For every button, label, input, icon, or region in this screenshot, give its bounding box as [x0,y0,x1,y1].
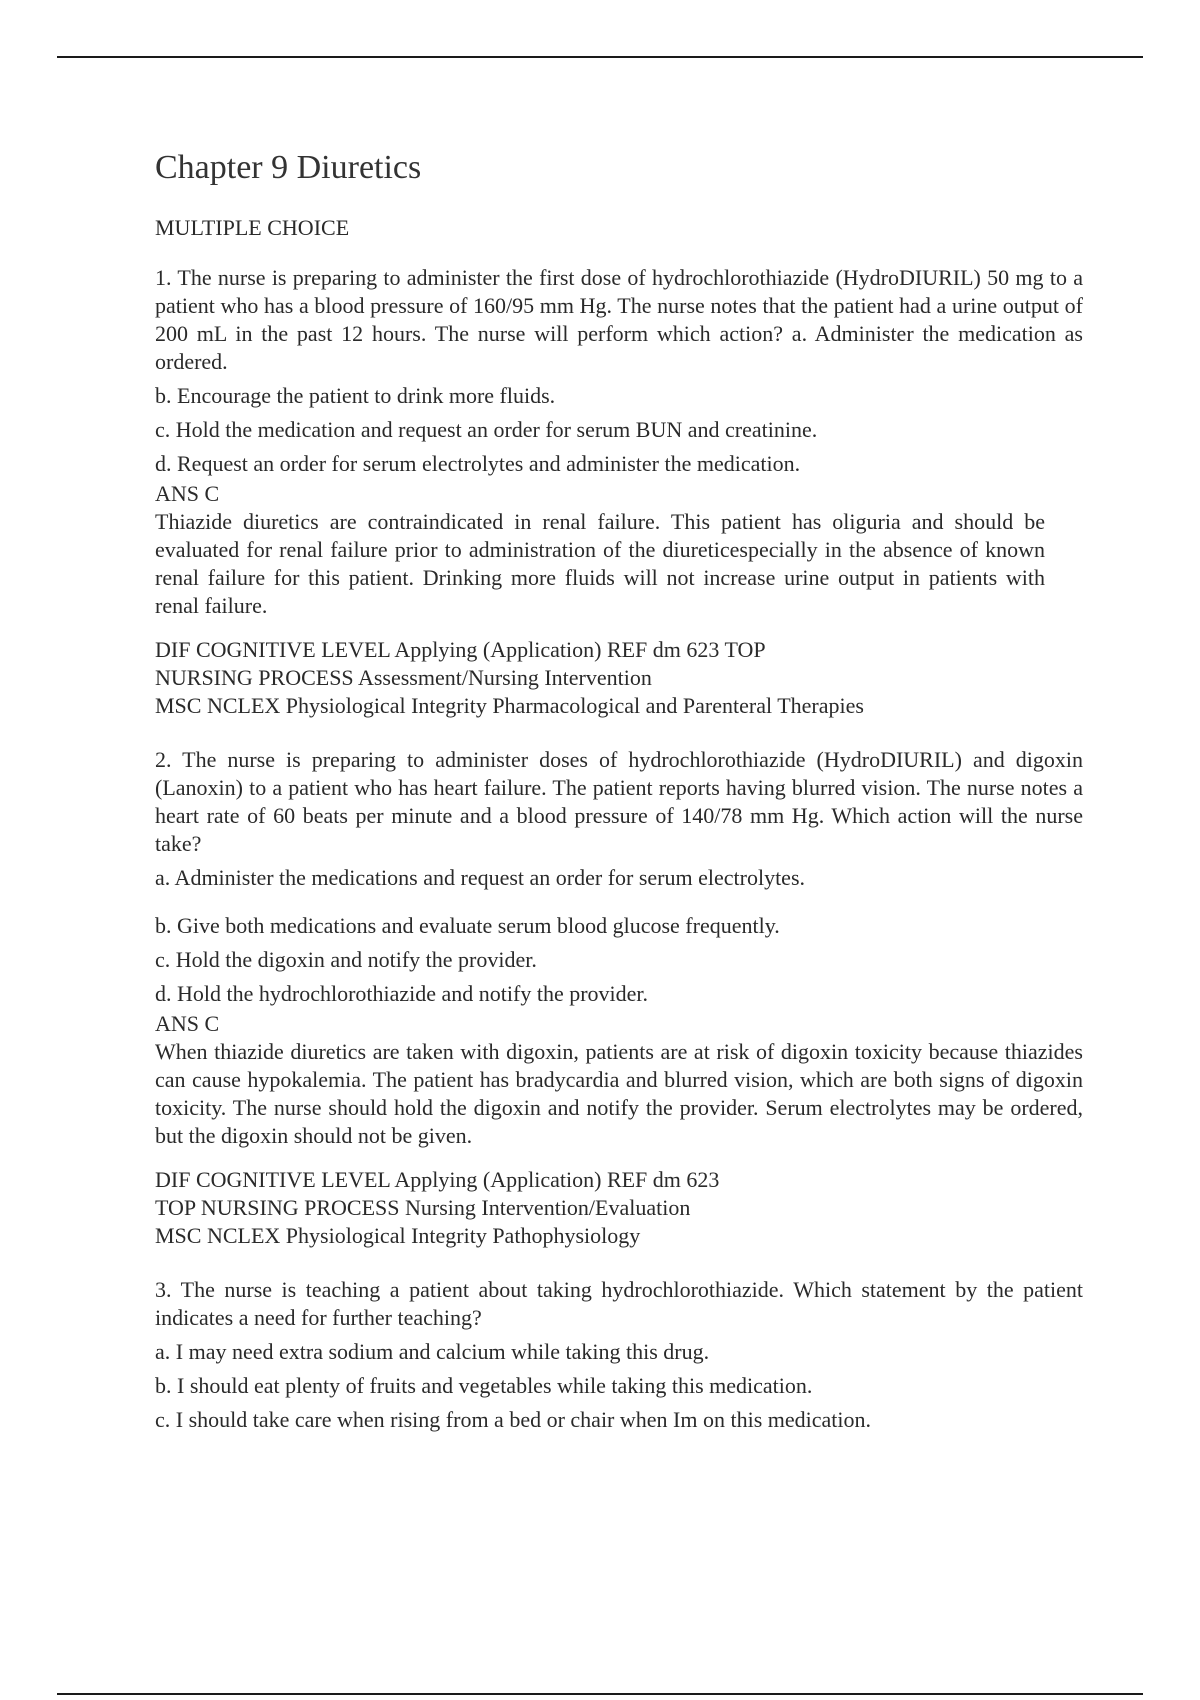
section-heading: MULTIPLE CHOICE [155,215,350,240]
question-stem: 1. The nurse is preparing to administer the first dose of hydrochlorothiazide (HydroDIURIL) 50 mg to a patient who has a blood pressure of 160/95 mm Hg. The nurse notes that the patient had a urine output of 200 mL in the past 12 hours. The nurse will perform which action? a. Administer the medication as ordered. [155,265,1083,374]
answer-option: c. I should take care when rising from a bed or chair when Im on this medication. [155,1407,871,1432]
answer-option: d. Request an order for serum electrolytes and administer the medication. [155,451,801,476]
metadata-line: NURSING PROCESS Assessment/Nursing Intervention [155,665,652,690]
answer-option: c. Hold the medication and request an order for serum BUN and creatinine. [155,417,818,442]
metadata-line: MSC NCLEX Physiological Integrity Pathophysiology [155,1223,641,1248]
chapter-title: Chapter 9 Diuretics [155,149,422,186]
footer-rule [57,1693,1143,1695]
document-body [155,140,1083,1440]
answer-key: ANS C [155,1011,220,1036]
question-2 [155,746,1083,1250]
question-3 [155,1276,1083,1434]
metadata-line: DIF COGNITIVE LEVEL Applying (Application) REF dm 623 TOP [155,637,766,662]
answer-option: a. Administer the medications and request an order for serum electrolytes. [155,865,806,890]
answer-option: d. Hold the hydrochlorothiazide and notify the provider. [155,981,649,1006]
metadata-line: TOP NURSING PROCESS Nursing Intervention/Evaluation [155,1195,691,1220]
metadata-line: DIF COGNITIVE LEVEL Applying (Application) REF dm 623 [155,1167,720,1192]
question-metadata [155,1166,1083,1250]
answer-key: ANS C [155,481,220,506]
question-metadata [155,636,1083,720]
metadata-line: MSC NCLEX Physiological Integrity Pharmacological and Parenteral Therapies [155,693,864,718]
question-stem: 3. The nurse is teaching a patient about taking hydrochlorothiazide. Which statement by the patient indicates a need for further teaching? [155,1277,1083,1330]
answer-option: a. I may need extra sodium and calcium while taking this drug. [155,1339,710,1364]
question-1 [155,264,1083,720]
rationale: When thiazide diuretics are taken with digoxin, patients are at risk of digoxin toxicity because thiazides can cause hypokalemia. The patient has bradycardia and blurred vision, which are both signs of digoxin toxicity. The nurse should hold the digoxin and notify the provider. Serum electrolytes may be ordered, but the digoxin should not be given. [155,1039,1083,1148]
rationale: Thiazide diuretics are contraindicated in renal failure. This patient has oliguria and should be evaluated for renal failure prior to administration of the diureticespecially in the absence of known renal failure for this patient. Drinking more fluids will not increase urine output in patients with renal failure. [155,509,1045,618]
answer-option: c. Hold the digoxin and notify the provider. [155,947,537,972]
question-stem: 2. The nurse is preparing to administer doses of hydrochlorothiazide (HydroDIURIL) and digoxin (Lanoxin) to a patient who has heart failure. The patient reports having blurred vision. The nurse notes a heart rate of 60 beats per minute and a blood pressure of 140/78 mm Hg. Which action will the nurse take? [155,747,1083,856]
answer-option: b. Encourage the patient to drink more fluids. [155,383,556,408]
answer-option: b. Give both medications and evaluate serum blood glucose frequently. [155,913,780,938]
header-rule [57,56,1143,58]
answer-option: b. I should eat plenty of fruits and vegetables while taking this medication. [155,1373,813,1398]
